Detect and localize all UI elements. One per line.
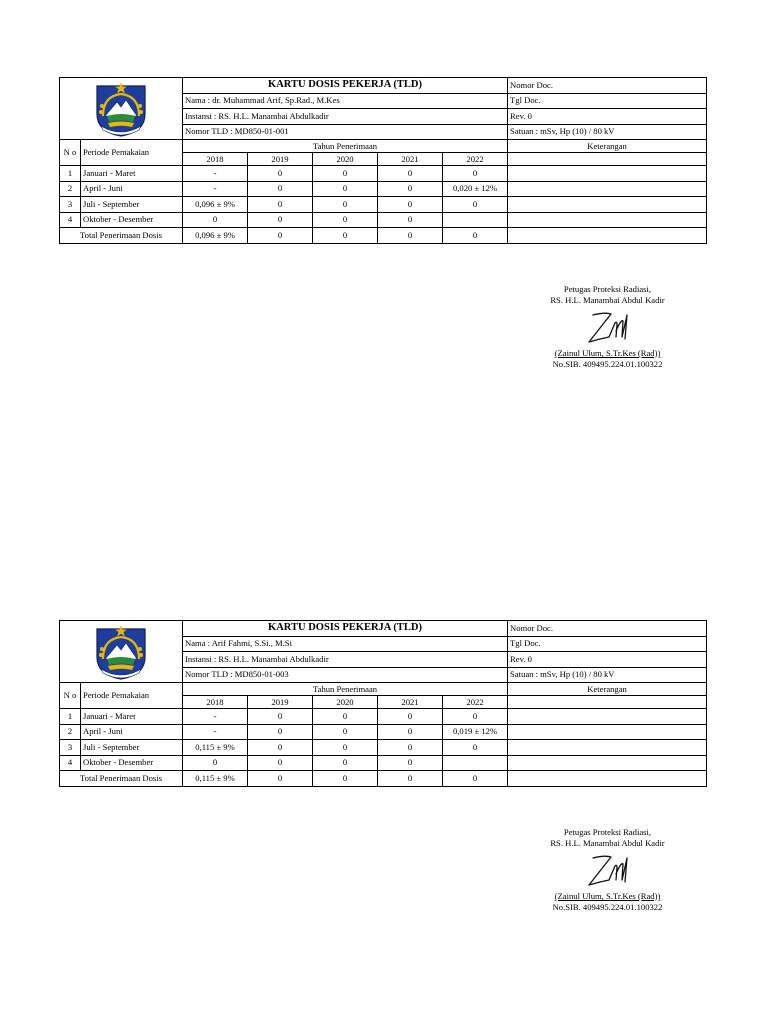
institution: Instansi : RS. H.L. Manambai Abdulkadir bbox=[183, 109, 508, 125]
row-periode: April - Juni bbox=[81, 724, 183, 740]
worker-name: Nama : dr. Muhammad Arif, Sp.Rad., M.Kes bbox=[183, 93, 508, 109]
row-keterangan bbox=[508, 181, 707, 197]
total-keterangan bbox=[508, 771, 707, 787]
tgl-doc: Tgl Doc. bbox=[508, 636, 707, 652]
year-header: 2018 bbox=[183, 153, 248, 166]
dose-value: 0 bbox=[313, 166, 378, 182]
table-row bbox=[60, 755, 707, 771]
table-row bbox=[60, 166, 707, 182]
dose-value: 0 bbox=[313, 197, 378, 213]
dose-value: 0 bbox=[378, 755, 443, 771]
signature-role: Petugas Proteksi Radiasi, bbox=[563, 827, 652, 837]
provincial-emblem-icon bbox=[93, 623, 149, 681]
total-keterangan bbox=[508, 228, 707, 244]
emblem-cell bbox=[60, 78, 183, 140]
dose-value: 0 bbox=[248, 740, 313, 756]
row-keterangan bbox=[508, 724, 707, 740]
row-keterangan bbox=[508, 740, 707, 756]
dose-value: 0 bbox=[378, 197, 443, 213]
dose-value: 0 bbox=[378, 166, 443, 182]
row-periode: Oktober - Desember bbox=[81, 212, 183, 228]
tld-number: Nomor TLD : MD850-01-001 bbox=[183, 124, 508, 140]
table-row bbox=[60, 709, 707, 725]
unit: Satuan : mSv, Hp (10) / 80 kV bbox=[508, 124, 707, 140]
total-value: 0 bbox=[313, 228, 378, 244]
revision: Rev. 0 bbox=[508, 109, 707, 125]
signature-block bbox=[520, 827, 695, 912]
dose-value: 0,020 ± 12% bbox=[443, 181, 508, 197]
dose-value: 0 bbox=[183, 755, 248, 771]
col-header-keterangan: Keterangan bbox=[508, 140, 707, 153]
table-row bbox=[60, 212, 707, 228]
dose-rows bbox=[60, 709, 707, 771]
total-value: 0 bbox=[443, 228, 508, 244]
row-keterangan bbox=[508, 166, 707, 182]
dose-value: 0 bbox=[378, 181, 443, 197]
dose-card bbox=[59, 77, 706, 244]
tld-number: Nomor TLD : MD850-01-003 bbox=[183, 667, 508, 683]
dose-value bbox=[443, 212, 508, 228]
revision: Rev. 0 bbox=[508, 652, 707, 668]
total-value: 0 bbox=[378, 228, 443, 244]
row-no: 4 bbox=[60, 755, 81, 771]
provincial-emblem-icon bbox=[93, 80, 149, 138]
total-value: 0,096 ± 9% bbox=[183, 228, 248, 244]
total-value: 0,115 ± 9% bbox=[183, 771, 248, 787]
signature-sib: No.SIB. 409495.224.01.100322 bbox=[552, 358, 663, 369]
row-periode: Juli - September bbox=[81, 740, 183, 756]
total-label: Total Penerimaan Dosis bbox=[60, 228, 183, 244]
dose-value: 0 bbox=[443, 709, 508, 725]
total-value: 0 bbox=[313, 771, 378, 787]
row-keterangan bbox=[508, 755, 707, 771]
dose-value: 0 bbox=[248, 181, 313, 197]
dose-value: 0 bbox=[248, 197, 313, 213]
keterangan-subheader bbox=[508, 153, 707, 166]
row-periode: Januari - Maret bbox=[81, 709, 183, 725]
dose-card-table bbox=[59, 77, 707, 244]
total-value: 0 bbox=[248, 771, 313, 787]
col-header-periode: Periode Pemakaian bbox=[81, 683, 183, 709]
keterangan-subheader bbox=[508, 696, 707, 709]
year-header: 2019 bbox=[248, 153, 313, 166]
dose-value: 0 bbox=[378, 212, 443, 228]
total-value: 0 bbox=[248, 228, 313, 244]
dose-value: 0,019 ± 12% bbox=[443, 724, 508, 740]
row-periode: Juli - September bbox=[81, 197, 183, 213]
dose-card bbox=[59, 620, 706, 787]
institution: Instansi : RS. H.L. Manambai Abdulkadir bbox=[183, 652, 508, 668]
dose-value: - bbox=[183, 166, 248, 182]
signature-institution: RS. H.L. Manambai Abdul Kadir bbox=[550, 294, 665, 305]
row-keterangan bbox=[508, 709, 707, 725]
dose-value: 0 bbox=[378, 709, 443, 725]
dose-value: 0 bbox=[313, 709, 378, 725]
col-header-periode: Periode Pemakaian bbox=[81, 140, 183, 166]
signature-role: Petugas Proteksi Radiasi, bbox=[563, 284, 652, 294]
col-header-tahun: Tahun Penerimaan bbox=[183, 683, 508, 696]
worker-name: Nama : Arif Fahmi, S.Si., M.Si bbox=[183, 636, 508, 652]
dose-value: 0,115 ± 9% bbox=[183, 740, 248, 756]
dose-value: 0 bbox=[313, 755, 378, 771]
table-row bbox=[60, 181, 707, 197]
row-no: 3 bbox=[60, 197, 81, 213]
signature-block bbox=[520, 284, 695, 369]
nomor-doc: Nomor Doc. bbox=[508, 621, 707, 637]
handwritten-signature-icon bbox=[579, 309, 637, 345]
year-header: 2022 bbox=[443, 153, 508, 166]
row-no: 3 bbox=[60, 740, 81, 756]
signature-sib: No.SIB. 409495.224.01.100322 bbox=[552, 901, 663, 912]
row-no: 4 bbox=[60, 212, 81, 228]
nomor-doc: Nomor Doc. bbox=[508, 78, 707, 94]
dose-value: 0 bbox=[313, 181, 378, 197]
row-keterangan bbox=[508, 197, 707, 213]
dose-value: 0 bbox=[248, 212, 313, 228]
dose-value: 0 bbox=[248, 709, 313, 725]
year-header: 2020 bbox=[313, 696, 378, 709]
dose-value: 0 bbox=[183, 212, 248, 228]
total-value: 0 bbox=[443, 771, 508, 787]
row-keterangan bbox=[508, 212, 707, 228]
row-periode: April - Juni bbox=[81, 181, 183, 197]
signature-name: (Zainul Ulum, S.Tr.Kes (Rad)) bbox=[554, 348, 661, 358]
row-no: 1 bbox=[60, 166, 81, 182]
col-header-no: N o bbox=[60, 140, 81, 166]
handwritten-signature-icon bbox=[579, 852, 637, 888]
year-header: 2020 bbox=[313, 153, 378, 166]
card-title: KARTU DOSIS PEKERJA (TLD) bbox=[183, 78, 508, 94]
table-row bbox=[60, 197, 707, 213]
dose-value: 0 bbox=[313, 740, 378, 756]
dose-value: 0 bbox=[248, 755, 313, 771]
table-row bbox=[60, 740, 707, 756]
row-no: 2 bbox=[60, 181, 81, 197]
dose-value: - bbox=[183, 724, 248, 740]
unit: Satuan : mSv, Hp (10) / 80 kV bbox=[508, 667, 707, 683]
signature-institution: RS. H.L. Manambai Abdul Kadir bbox=[550, 837, 665, 848]
dose-value: 0 bbox=[313, 724, 378, 740]
dose-rows bbox=[60, 166, 707, 228]
dose-value: 0,096 ± 9% bbox=[183, 197, 248, 213]
dose-value: - bbox=[183, 181, 248, 197]
total-label: Total Penerimaan Dosis bbox=[60, 771, 183, 787]
dose-value: 0 bbox=[443, 197, 508, 213]
col-header-tahun: Tahun Penerimaan bbox=[183, 140, 508, 153]
year-header: 2018 bbox=[183, 696, 248, 709]
total-row bbox=[60, 228, 707, 244]
signature-name: (Zainul Ulum, S.Tr.Kes (Rad)) bbox=[554, 891, 661, 901]
year-header: 2021 bbox=[378, 696, 443, 709]
col-header-no: N o bbox=[60, 683, 81, 709]
row-periode: Oktober - Desember bbox=[81, 755, 183, 771]
table-row bbox=[60, 724, 707, 740]
dose-value: 0 bbox=[248, 724, 313, 740]
total-value: 0 bbox=[378, 771, 443, 787]
dose-value: 0 bbox=[378, 740, 443, 756]
year-header: 2022 bbox=[443, 696, 508, 709]
dose-value bbox=[443, 755, 508, 771]
tgl-doc: Tgl Doc. bbox=[508, 93, 707, 109]
total-row bbox=[60, 771, 707, 787]
dose-value: - bbox=[183, 709, 248, 725]
dose-value: 0 bbox=[313, 212, 378, 228]
dose-value: 0 bbox=[378, 724, 443, 740]
dose-value: 0 bbox=[248, 166, 313, 182]
dose-value: 0 bbox=[443, 740, 508, 756]
dose-value: 0 bbox=[443, 166, 508, 182]
dose-card-table bbox=[59, 620, 707, 787]
year-header: 2021 bbox=[378, 153, 443, 166]
emblem-cell bbox=[60, 621, 183, 683]
year-header: 2019 bbox=[248, 696, 313, 709]
row-periode: Januari - Maret bbox=[81, 166, 183, 182]
col-header-keterangan: Keterangan bbox=[508, 683, 707, 696]
row-no: 2 bbox=[60, 724, 81, 740]
row-no: 1 bbox=[60, 709, 81, 725]
card-title: KARTU DOSIS PEKERJA (TLD) bbox=[183, 621, 508, 637]
